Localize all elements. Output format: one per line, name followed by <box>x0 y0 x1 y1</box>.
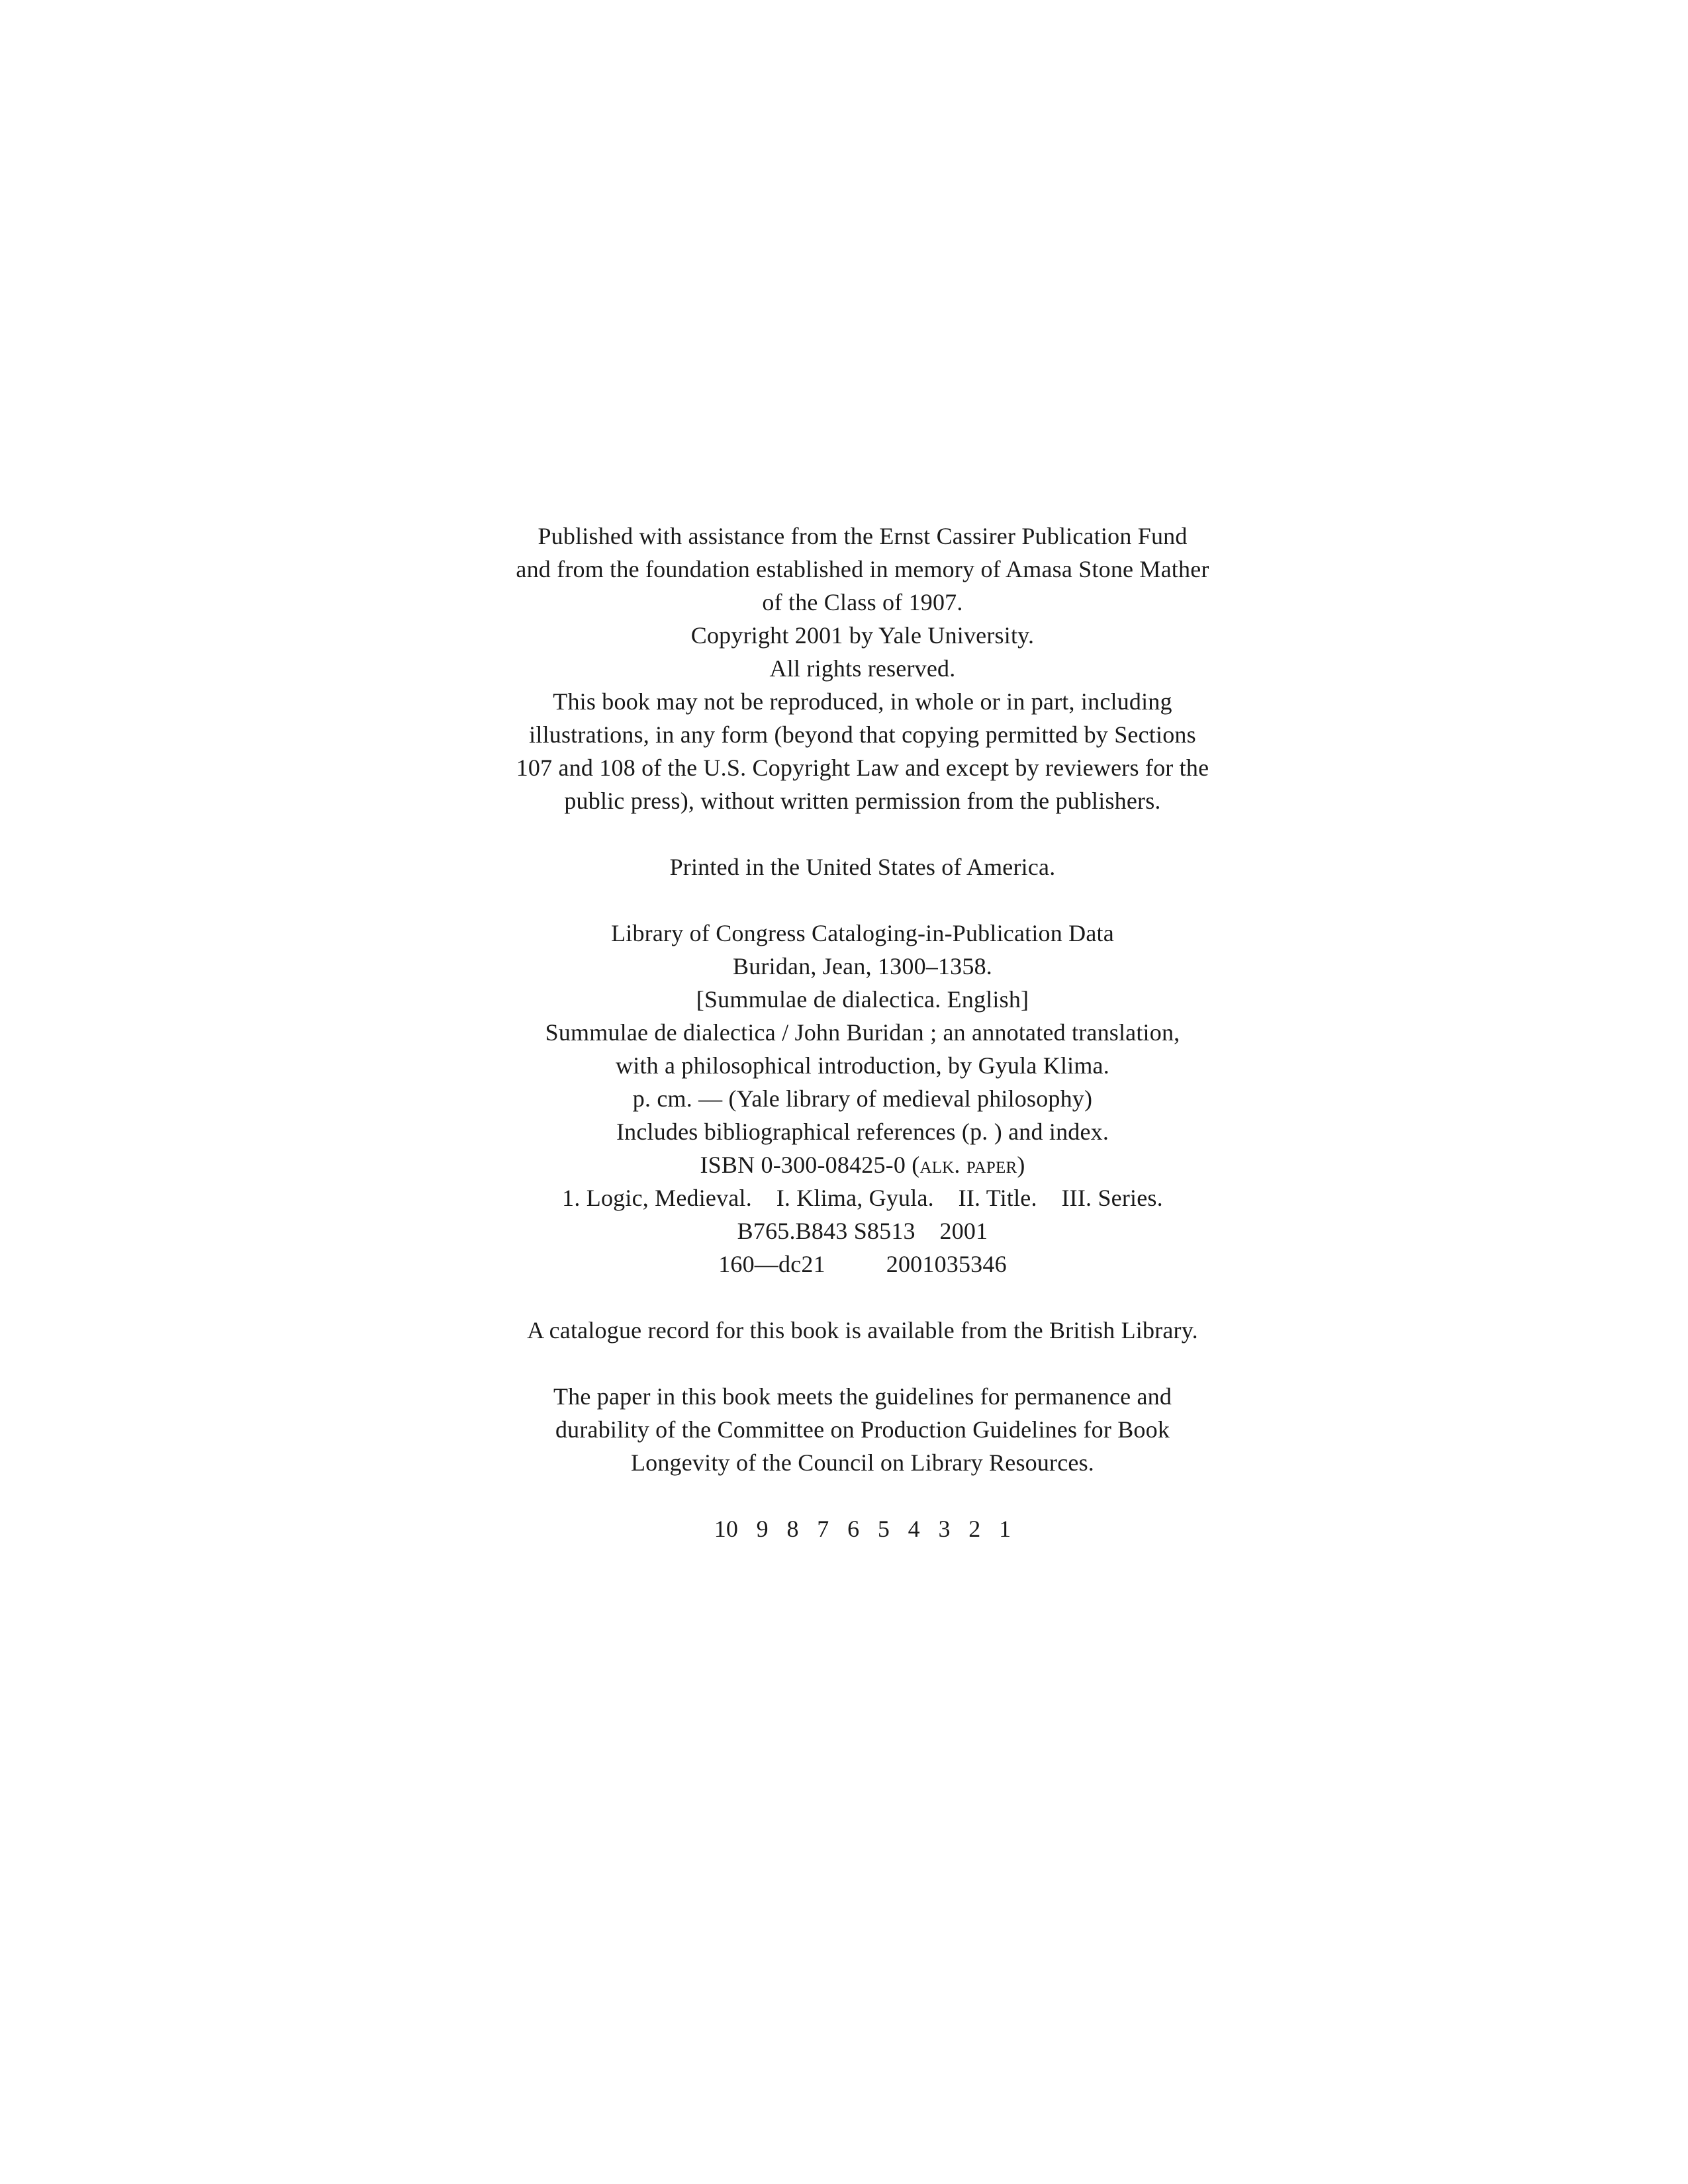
colophon-line: 1. Logic, Medieval. I. Klima, Gyula. II. Title. III. Series. <box>562 1185 1163 1211</box>
colophon-line: of the Class of 1907. <box>762 589 963 615</box>
paper-durability-note <box>432 1380 1293 1479</box>
colophon-line: illustrations, in any form (beyond that copying permitted by Sections <box>529 721 1196 748</box>
colophon-line: [Summulae de dialectica. English] <box>696 986 1029 1013</box>
colophon-line: with a philosophical introduction, by Gyula Klima. <box>616 1052 1109 1079</box>
colophon-line: All rights reserved. <box>769 655 956 682</box>
colophon-line: 107 and 108 of the U.S. Copyright Law and except by reviewers for the <box>516 754 1209 781</box>
copyright-colophon-block <box>432 520 1293 1545</box>
colophon-line: Summulae de dialectica / John Buridan ; an annotated translation, <box>545 1019 1180 1046</box>
colophon-line: The paper in this book meets the guidelines for permanence and <box>553 1383 1172 1410</box>
colophon-line: 10 9 8 7 6 5 4 3 2 1 <box>714 1516 1011 1542</box>
dewey-number-line: 160—dc21 2001035346 <box>718 1251 1007 1277</box>
colophon-line: public press), without written permission from the publishers. <box>564 788 1161 814</box>
printing-number-line <box>432 1512 1293 1545</box>
colophon-line: Buridan, Jean, 1300–1358. <box>733 953 992 979</box>
lc-cataloging-data <box>432 917 1293 1281</box>
funding-and-rights-statement <box>432 520 1293 817</box>
colophon-line: Library of Congress Cataloging-in-Publication Data <box>611 920 1114 946</box>
colophon-line: and from the foundation established in memory of Amasa Stone Mather <box>516 556 1209 582</box>
colophon-line: This book may not be reproduced, in whole or in part, including <box>553 688 1172 715</box>
printed-statement <box>432 850 1293 884</box>
colophon-line: Longevity of the Council on Library Resources. <box>630 1449 1095 1476</box>
lc-call-number-line: B765.B843 S8513 2001 <box>737 1218 988 1244</box>
colophon-line: Includes bibliographical references (p. ) and index. <box>616 1118 1109 1145</box>
colophon-line: Published with assistance from the Ernst Cassirer Publication Fund <box>538 523 1188 549</box>
colophon-line: Printed in the United States of America. <box>669 854 1056 880</box>
colophon-line: A catalogue record for this book is available from the British Library. <box>527 1317 1198 1343</box>
british-library-note <box>432 1314 1293 1347</box>
isbn-line: ISBN 0-300-08425-0 (alk. paper) <box>700 1152 1025 1178</box>
colophon-line: durability of the Committee on Production Guidelines for Book <box>555 1416 1170 1443</box>
colophon-line: Copyright 2001 by Yale University. <box>690 622 1035 649</box>
colophon-line: p. cm. — (Yale library of medieval philosophy) <box>632 1085 1093 1112</box>
